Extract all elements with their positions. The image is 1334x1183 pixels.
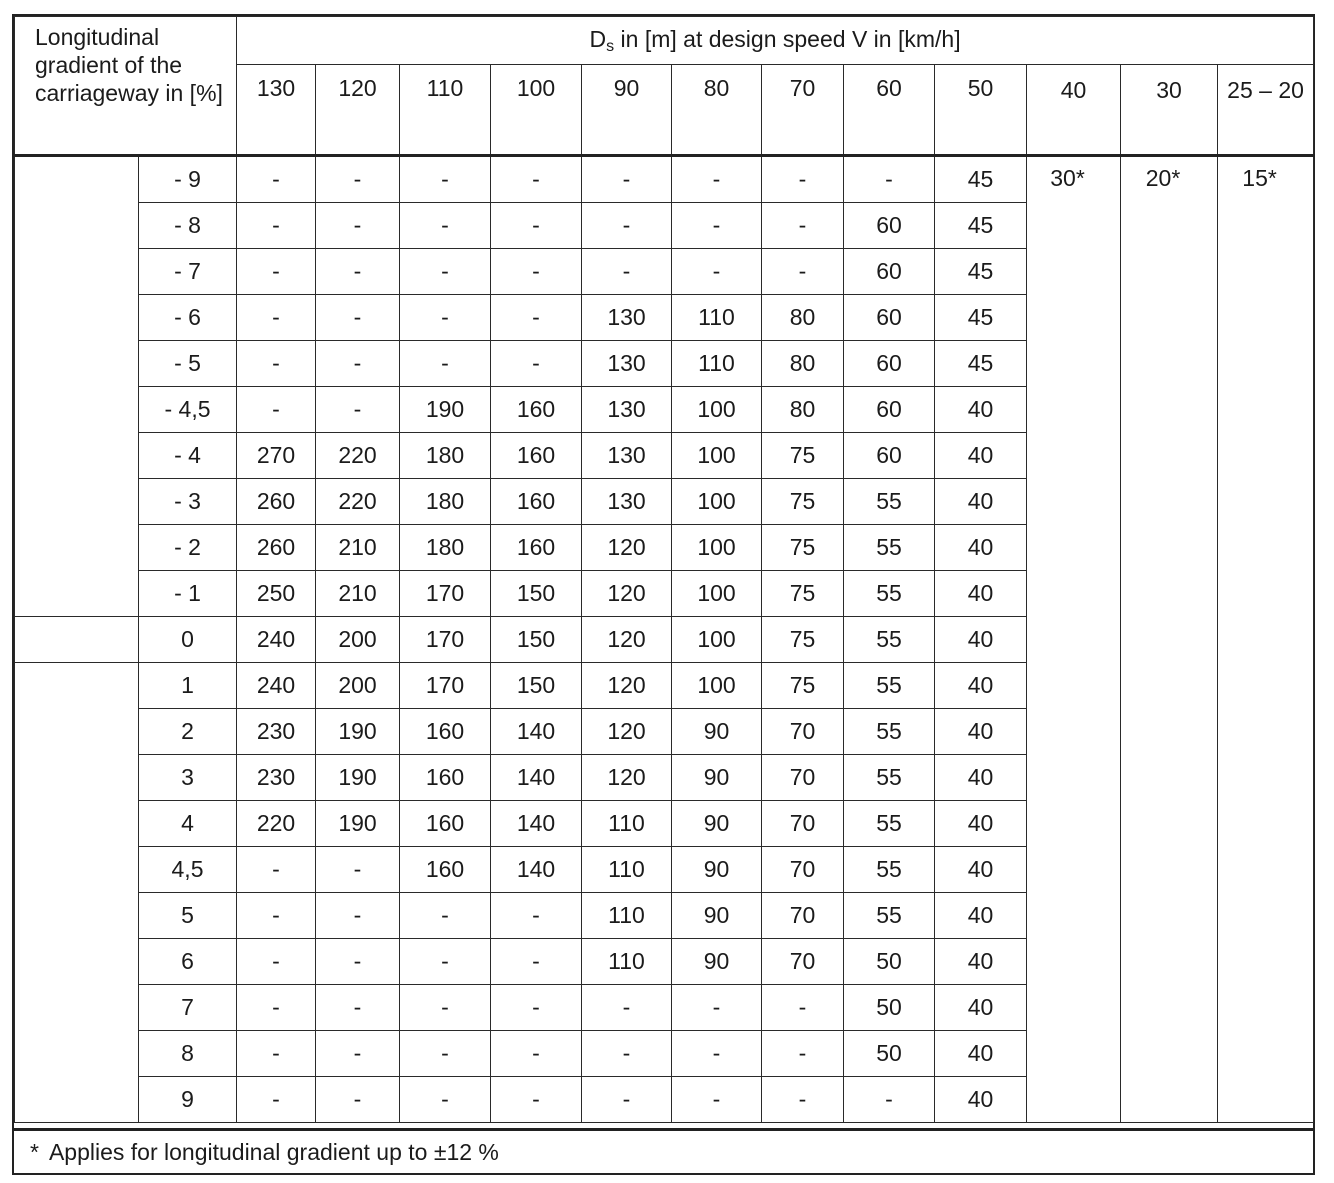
distance-cell: -	[237, 939, 316, 985]
distance-cell: 75	[762, 479, 844, 525]
distance-cell: 210	[316, 571, 400, 617]
distance-cell: -	[762, 985, 844, 1031]
distance-cell: 220	[316, 479, 400, 525]
distance-cell: 55	[844, 801, 935, 847]
distance-cell: 120	[582, 663, 672, 709]
distance-cell: 60	[844, 433, 935, 479]
design-speed-header	[237, 17, 1314, 65]
distance-cell: -	[844, 156, 935, 203]
distance-cell: 110	[582, 801, 672, 847]
distance-cell: -	[316, 939, 400, 985]
gradient-cell: - 4	[139, 433, 237, 479]
distance-cell: 250	[237, 571, 316, 617]
distance-cell: -	[672, 156, 762, 203]
distance-cell: 100	[672, 617, 762, 663]
distance-cell: 55	[844, 571, 935, 617]
distance-cell: -	[491, 156, 582, 203]
distance-cell: 80	[762, 387, 844, 433]
gradient-cell: 2	[139, 709, 237, 755]
distance-cell: 260	[237, 525, 316, 571]
distance-cell: 240	[237, 663, 316, 709]
distance-cell: -	[237, 1077, 316, 1123]
distance-cell: -	[762, 249, 844, 295]
distance-cell: -	[316, 1031, 400, 1077]
distance-cell: -	[582, 1031, 672, 1077]
stopping-distance-table-frame	[12, 14, 1315, 1175]
distance-cell: 70	[762, 939, 844, 985]
distance-cell: -	[491, 893, 582, 939]
distance-cell: 240	[237, 617, 316, 663]
distance-cell: 110	[672, 295, 762, 341]
speed-header-cell: 90	[582, 65, 672, 156]
distance-cell: 110	[582, 893, 672, 939]
distance-cell: 90	[672, 939, 762, 985]
distance-cell: 40	[935, 893, 1027, 939]
distance-cell: 40	[935, 387, 1027, 433]
distance-cell: 100	[672, 663, 762, 709]
distance-cell: -	[762, 1077, 844, 1123]
distance-cell: 180	[400, 479, 491, 525]
distance-cell: -	[400, 893, 491, 939]
distance-cell: 120	[582, 525, 672, 571]
distance-cell: -	[491, 1031, 582, 1077]
gradient-cell: 7	[139, 985, 237, 1031]
distance-cell: 160	[400, 709, 491, 755]
distance-cell: 40	[935, 525, 1027, 571]
ds-symbol: D	[589, 25, 607, 52]
distance-cell: -	[237, 203, 316, 249]
speed-header-cell: 30	[1121, 65, 1218, 156]
distance-cell: 70	[762, 709, 844, 755]
distance-cell: 180	[400, 525, 491, 571]
distance-cell: -	[762, 203, 844, 249]
distance-cell: 70	[762, 847, 844, 893]
distance-cell: 80	[762, 341, 844, 387]
distance-cell: 40	[935, 939, 1027, 985]
speed-header-cell: 40	[1027, 65, 1121, 156]
speed-header-cell: 50	[935, 65, 1027, 156]
distance-cell: 170	[400, 571, 491, 617]
gradient-cell: - 7	[139, 249, 237, 295]
distance-cell: 60	[844, 203, 935, 249]
distance-cell: 40	[935, 985, 1027, 1031]
distance-cell: 60	[844, 249, 935, 295]
speed-header-cell: 70	[762, 65, 844, 156]
distance-cell: 45	[935, 341, 1027, 387]
distance-cell: -	[237, 985, 316, 1031]
distance-cell: -	[582, 203, 672, 249]
distance-cell: -	[237, 341, 316, 387]
gradient-cell: 6	[139, 939, 237, 985]
distance-cell: -	[316, 249, 400, 295]
distance-cell: 55	[844, 709, 935, 755]
gradient-cell: 0	[139, 617, 237, 663]
distance-cell: 110	[582, 939, 672, 985]
distance-cell: 130	[582, 433, 672, 479]
distance-cell: 90	[672, 755, 762, 801]
distance-cell: 50	[844, 939, 935, 985]
distance-cell: -	[237, 387, 316, 433]
distance-cell: 160	[400, 755, 491, 801]
distance-cell: 70	[762, 893, 844, 939]
stopping-distance-table	[14, 16, 1314, 1123]
distance-cell: 50	[844, 1031, 935, 1077]
distance-cell: -	[400, 249, 491, 295]
low-speed-distance-cell	[1121, 156, 1218, 1123]
distance-cell: 230	[237, 709, 316, 755]
gradient-cell: - 9	[139, 156, 237, 203]
distance-cell: 210	[316, 525, 400, 571]
distance-cell: 140	[491, 847, 582, 893]
footnote-marker: *	[30, 1139, 39, 1165]
distance-cell: -	[672, 249, 762, 295]
low-speed-distance-cell	[1218, 156, 1314, 1123]
footnote	[14, 1128, 1313, 1173]
distance-cell: 60	[844, 387, 935, 433]
distance-cell: 260	[237, 479, 316, 525]
distance-cell: 160	[491, 433, 582, 479]
distance-cell: -	[582, 1077, 672, 1123]
distance-cell: 200	[316, 617, 400, 663]
distance-cell: 180	[400, 433, 491, 479]
distance-cell: 110	[672, 341, 762, 387]
distance-cell: 40	[935, 663, 1027, 709]
distance-cell: 130	[582, 295, 672, 341]
distance-cell: -	[400, 156, 491, 203]
distance-cell: -	[316, 847, 400, 893]
distance-cell: 40	[935, 433, 1027, 479]
distance-cell: 90	[672, 709, 762, 755]
distance-cell: 55	[844, 479, 935, 525]
gradient-cell: 5	[139, 893, 237, 939]
distance-cell: 160	[491, 479, 582, 525]
distance-cell: 190	[316, 755, 400, 801]
gradient-cell: 8	[139, 1031, 237, 1077]
distance-cell: 140	[491, 755, 582, 801]
distance-cell: -	[400, 341, 491, 387]
distance-cell: 100	[672, 571, 762, 617]
distance-cell: 160	[491, 525, 582, 571]
ds-subscript: s	[606, 37, 615, 55]
distance-cell: -	[400, 939, 491, 985]
distance-cell: 130	[582, 479, 672, 525]
gradient-cell: - 4,5	[139, 387, 237, 433]
distance-cell: 55	[844, 893, 935, 939]
distance-cell: -	[237, 156, 316, 203]
distance-cell: 170	[400, 663, 491, 709]
distance-cell: 120	[582, 617, 672, 663]
distance-cell: 55	[844, 847, 935, 893]
gradient-cell: - 8	[139, 203, 237, 249]
distance-cell: -	[316, 387, 400, 433]
distance-cell: -	[400, 1031, 491, 1077]
speed-header-cell: 110	[400, 65, 491, 156]
distance-cell: -	[582, 156, 672, 203]
header-title-row	[15, 17, 1314, 65]
distance-cell: 100	[672, 433, 762, 479]
distance-cell: -	[672, 203, 762, 249]
positive-gradient-group	[15, 663, 139, 1123]
low-speed-distance-value: 20*	[1145, 165, 1181, 191]
negative-gradient-group	[15, 156, 139, 617]
distance-cell: 75	[762, 571, 844, 617]
gradient-column-header: Longitudinal gradient of the carriageway in [%]	[15, 17, 237, 156]
distance-cell: 40	[935, 479, 1027, 525]
distance-cell: -	[316, 295, 400, 341]
distance-cell: 140	[491, 801, 582, 847]
distance-cell: 70	[762, 801, 844, 847]
distance-cell: 130	[582, 387, 672, 433]
distance-cell: 140	[491, 709, 582, 755]
distance-cell: 190	[400, 387, 491, 433]
ds-title-text: in [m] at design speed V in [km/h]	[614, 25, 961, 52]
low-speed-distance-cell	[1027, 156, 1121, 1123]
gradient-cell: - 2	[139, 525, 237, 571]
distance-cell: 75	[762, 525, 844, 571]
distance-cell: -	[491, 939, 582, 985]
distance-cell: 40	[935, 801, 1027, 847]
speed-header-cell: 120	[316, 65, 400, 156]
distance-cell: -	[400, 985, 491, 1031]
zero-gradient-group	[15, 617, 139, 663]
distance-cell: 40	[935, 571, 1027, 617]
distance-cell: 100	[672, 479, 762, 525]
distance-cell: 270	[237, 433, 316, 479]
gradient-cell: 9	[139, 1077, 237, 1123]
distance-cell: 160	[400, 801, 491, 847]
distance-cell: -	[316, 1077, 400, 1123]
distance-cell: -	[672, 1077, 762, 1123]
distance-cell: 230	[237, 755, 316, 801]
distance-cell: 55	[844, 525, 935, 571]
speed-header-cell: 60	[844, 65, 935, 156]
distance-cell: 40	[935, 1077, 1027, 1123]
distance-cell: 80	[762, 295, 844, 341]
distance-cell: 75	[762, 617, 844, 663]
distance-cell: -	[491, 1077, 582, 1123]
speed-header-cell: 130	[237, 65, 316, 156]
speed-header-cell: 100	[491, 65, 582, 156]
distance-cell: 100	[672, 387, 762, 433]
distance-cell: 40	[935, 847, 1027, 893]
distance-cell: -	[672, 1031, 762, 1077]
distance-cell: -	[316, 985, 400, 1031]
distance-cell: -	[316, 893, 400, 939]
distance-cell: -	[582, 985, 672, 1031]
distance-cell: 45	[935, 156, 1027, 203]
distance-cell: 90	[672, 801, 762, 847]
distance-cell: -	[762, 156, 844, 203]
distance-cell: 40	[935, 1031, 1027, 1077]
distance-cell: 90	[672, 893, 762, 939]
distance-cell: 70	[762, 755, 844, 801]
gradient-cell: 3	[139, 755, 237, 801]
distance-cell: 50	[844, 985, 935, 1031]
low-speed-distance-value: 15*	[1242, 165, 1277, 191]
distance-cell: 190	[316, 709, 400, 755]
distance-cell: -	[237, 893, 316, 939]
distance-cell: 150	[491, 617, 582, 663]
distance-cell: 45	[935, 203, 1027, 249]
distance-cell: -	[672, 985, 762, 1031]
distance-cell: 40	[935, 617, 1027, 663]
distance-cell: 55	[844, 617, 935, 663]
gradient-cell: - 1	[139, 571, 237, 617]
distance-cell: 45	[935, 295, 1027, 341]
distance-cell: -	[582, 249, 672, 295]
distance-cell: -	[400, 295, 491, 341]
low-speed-distance-value: 30*	[1050, 165, 1085, 191]
distance-cell: -	[316, 341, 400, 387]
distance-cell: -	[400, 1077, 491, 1123]
distance-cell: 170	[400, 617, 491, 663]
speed-header-cell: 25 – 20	[1218, 65, 1314, 156]
distance-cell: -	[237, 1031, 316, 1077]
gradient-cell: - 5	[139, 341, 237, 387]
distance-cell: 120	[582, 755, 672, 801]
distance-cell: 160	[400, 847, 491, 893]
distance-cell: 75	[762, 663, 844, 709]
distance-cell: 200	[316, 663, 400, 709]
distance-cell: 120	[582, 709, 672, 755]
speed-header-cell: 80	[672, 65, 762, 156]
distance-cell: 90	[672, 847, 762, 893]
gradient-cell: 1	[139, 663, 237, 709]
distance-cell: 150	[491, 571, 582, 617]
distance-cell: -	[491, 341, 582, 387]
distance-cell: 60	[844, 341, 935, 387]
distance-cell: 150	[491, 663, 582, 709]
distance-cell: -	[491, 985, 582, 1031]
distance-cell: -	[491, 203, 582, 249]
distance-cell: 100	[672, 525, 762, 571]
distance-cell: -	[316, 156, 400, 203]
gradient-cell: - 3	[139, 479, 237, 525]
gradient-cell: - 6	[139, 295, 237, 341]
distance-cell: 40	[935, 709, 1027, 755]
gradient-cell: 4	[139, 801, 237, 847]
distance-cell: 110	[582, 847, 672, 893]
distance-cell: 55	[844, 755, 935, 801]
distance-cell: 220	[237, 801, 316, 847]
distance-cell: 160	[491, 387, 582, 433]
distance-cell: -	[491, 249, 582, 295]
distance-cell: 45	[935, 249, 1027, 295]
distance-cell: 190	[316, 801, 400, 847]
distance-cell: -	[844, 1077, 935, 1123]
distance-cell: -	[237, 295, 316, 341]
distance-cell: 130	[582, 341, 672, 387]
distance-cell: 40	[935, 755, 1027, 801]
distance-cell: 55	[844, 663, 935, 709]
distance-cell: -	[237, 249, 316, 295]
distance-cell: -	[237, 847, 316, 893]
distance-cell: -	[491, 295, 582, 341]
footnote-text: Applies for longitudinal gradient up to ±12 %	[48, 1139, 499, 1165]
gradient-cell: 4,5	[139, 847, 237, 893]
distance-cell: 60	[844, 295, 935, 341]
distance-cell: 75	[762, 433, 844, 479]
distance-cell: 120	[582, 571, 672, 617]
distance-cell: -	[762, 1031, 844, 1077]
distance-cell: -	[316, 203, 400, 249]
distance-cell: 220	[316, 433, 400, 479]
table-row	[15, 156, 1314, 203]
distance-cell: -	[400, 203, 491, 249]
